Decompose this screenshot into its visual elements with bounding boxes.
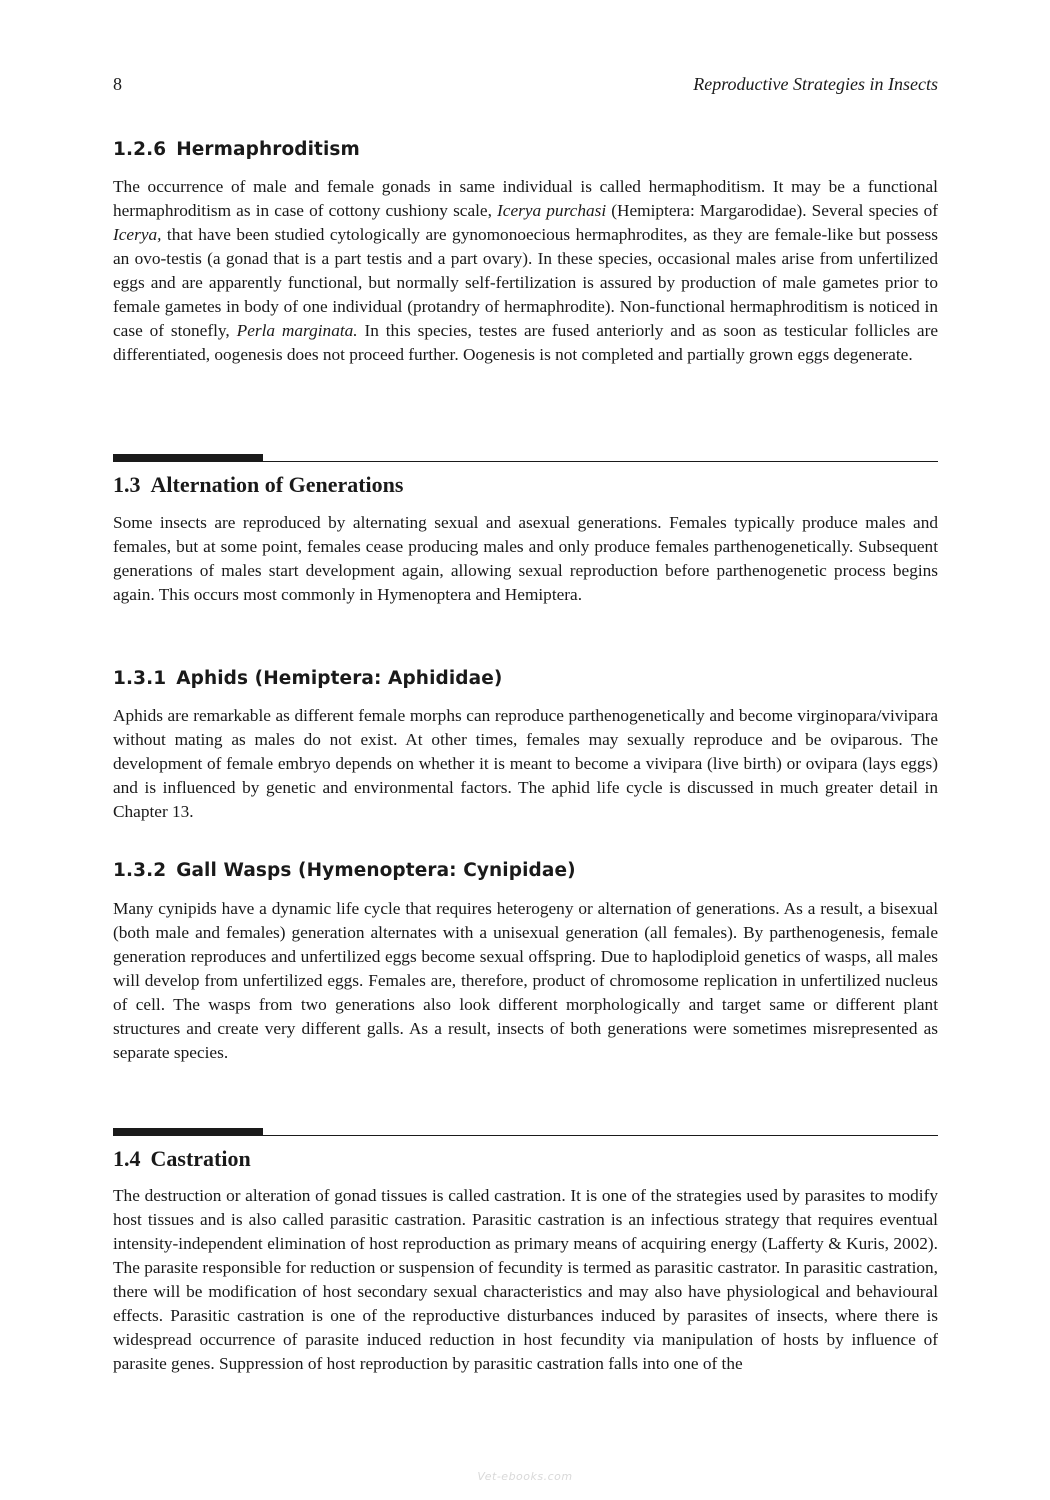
watermark: Vet-ebooks.com bbox=[477, 1470, 573, 1483]
heading-number: 1.3 bbox=[113, 472, 141, 497]
page-number: 8 bbox=[113, 74, 122, 94]
genus-name: Icerya, bbox=[113, 225, 162, 244]
heading-title: Gall Wasps (Hymenoptera: Cynipidae) bbox=[176, 860, 576, 881]
running-header bbox=[113, 74, 938, 100]
paragraph-castration: The destruction or alteration of gonad tissues is called castration. It is one of the strategies used by parasites to modify host tissues and is also called parasitic castration. Parasitic castration is an infectious strategy that requires eventual intensity-independent elimination of host reproduction as primary means of acquiring energy (Lafferty & Kuris, 2002). The parasite responsible for reduction or suspension of fecundity is termed as parasitic castrator. In parasitic castration, there will be modification of host secondary sexual characteristics and may also have physiological and behavioural effects. Parasitic castration is one of the reproductive disturbances induced by parasites of insects, where there is widespread occurrence of parasite induced reduction in host fecundity via manipulation of hosts by influence of parasite genes. Suppression of host reproduction by parasitic castration falls into one of the bbox=[113, 1186, 938, 1373]
rule-thin-line bbox=[113, 1135, 938, 1137]
text-run: In this species, testes are fused anteriorly and as soon as testicular follicles are differentiated, oogenesis does not proceed further. Oogenesis is not completed and partially grown eggs degenerate. bbox=[113, 321, 939, 364]
subsection-heading-1-3-1 bbox=[113, 668, 502, 689]
heading-title: Alternation of Generations bbox=[150, 472, 404, 497]
section-heading-1-4 bbox=[113, 1146, 251, 1172]
heading-number: 1.2.6 bbox=[113, 139, 167, 160]
paragraph-hermaphroditism bbox=[113, 175, 938, 367]
heading-number: 1.4 bbox=[113, 1146, 141, 1171]
heading-title: Castration bbox=[150, 1146, 251, 1171]
section-rule bbox=[113, 453, 938, 462]
section-rule bbox=[113, 1127, 938, 1136]
section-heading-1-3 bbox=[113, 472, 403, 498]
heading-number: 1.3.2 bbox=[113, 860, 167, 881]
subsection-heading-1-2-6 bbox=[113, 139, 360, 160]
paragraph-alternation-of-generations: Some insects are reproduced by alternating sexual and asexual generations. Females typically produce males and females, but at some point, females cease producing males and only produce females parthenogenetically. Subsequent generations of males start development again, allowing sexual reproduction before parthenogenetic process begins again. This occurs most commonly in Hymenoptera and Hemiptera. bbox=[113, 513, 938, 604]
rule-thin-line bbox=[113, 461, 938, 463]
species-name: Icerya purchasi bbox=[497, 201, 607, 220]
text-run: that have been studied cytologically are gynomonoecious hermaphrodites, as they are female-like but possess an ovo-testis (a gonad that is a part testis and a part ovary). In these species, occasional males arise from unfertilized eggs and are apparently functional, but normally self-fertilization is assured by production of male gametes prior to female gametes in body of one individual (protandry of hermaphrodite). Non-functional hermaphroditism is noticed in case of stonefly, bbox=[113, 225, 938, 340]
heading-title: Hermaphroditism bbox=[176, 139, 360, 160]
paragraph-aphids: Aphids are remarkable as different female morphs can reproduce parthenogenetically and become virginopara/vivipara without mating as males do not exist. At other times, females may sexually reproduce and be oviparous. The development of female embryo depends on whether it is meant to become a vivipara (live birth) or ovipara (lays eggs) and is influenced by genetic and environmental factors. The aphid life cycle is discussed in much greater detail in Chapter 13. bbox=[113, 706, 938, 821]
text-run: (Hemiptera: Margarodidae). Several species of bbox=[606, 201, 938, 220]
subsection-heading-1-3-2 bbox=[113, 860, 576, 881]
heading-number: 1.3.1 bbox=[113, 668, 167, 689]
heading-title: Aphids (Hemiptera: Aphididae) bbox=[176, 668, 503, 689]
book-title: Reproductive Strategies in Insects bbox=[693, 74, 938, 94]
text-run: The occurrence of male and female gonads in same individual is called hermaphoditism. It may be a functional hermaphroditism as in case of cottony cushiony scale, bbox=[113, 177, 938, 220]
species-name: Perla marginata. bbox=[236, 321, 358, 340]
paragraph-gall-wasps: Many cynipids have a dynamic life cycle that requires heterogeny or alternation of generations. As a result, a bisexual (both male and females) generation alternates with a unisexual generation (all females). By parthenogenesis, female generation reproduces and unfertilized eggs become sexual offspring. Due to haplodiploid genetics of wasps, all males will develop from unfertilized eggs. Females are, therefore, product of chromosome replication in unfertilized nucleus of cell. The wasps from two generations also look different morphologically and target same or different plant structures and create very different galls. As a result, insects of both generations were sometimes misrepresented as separate species. bbox=[113, 899, 938, 1062]
